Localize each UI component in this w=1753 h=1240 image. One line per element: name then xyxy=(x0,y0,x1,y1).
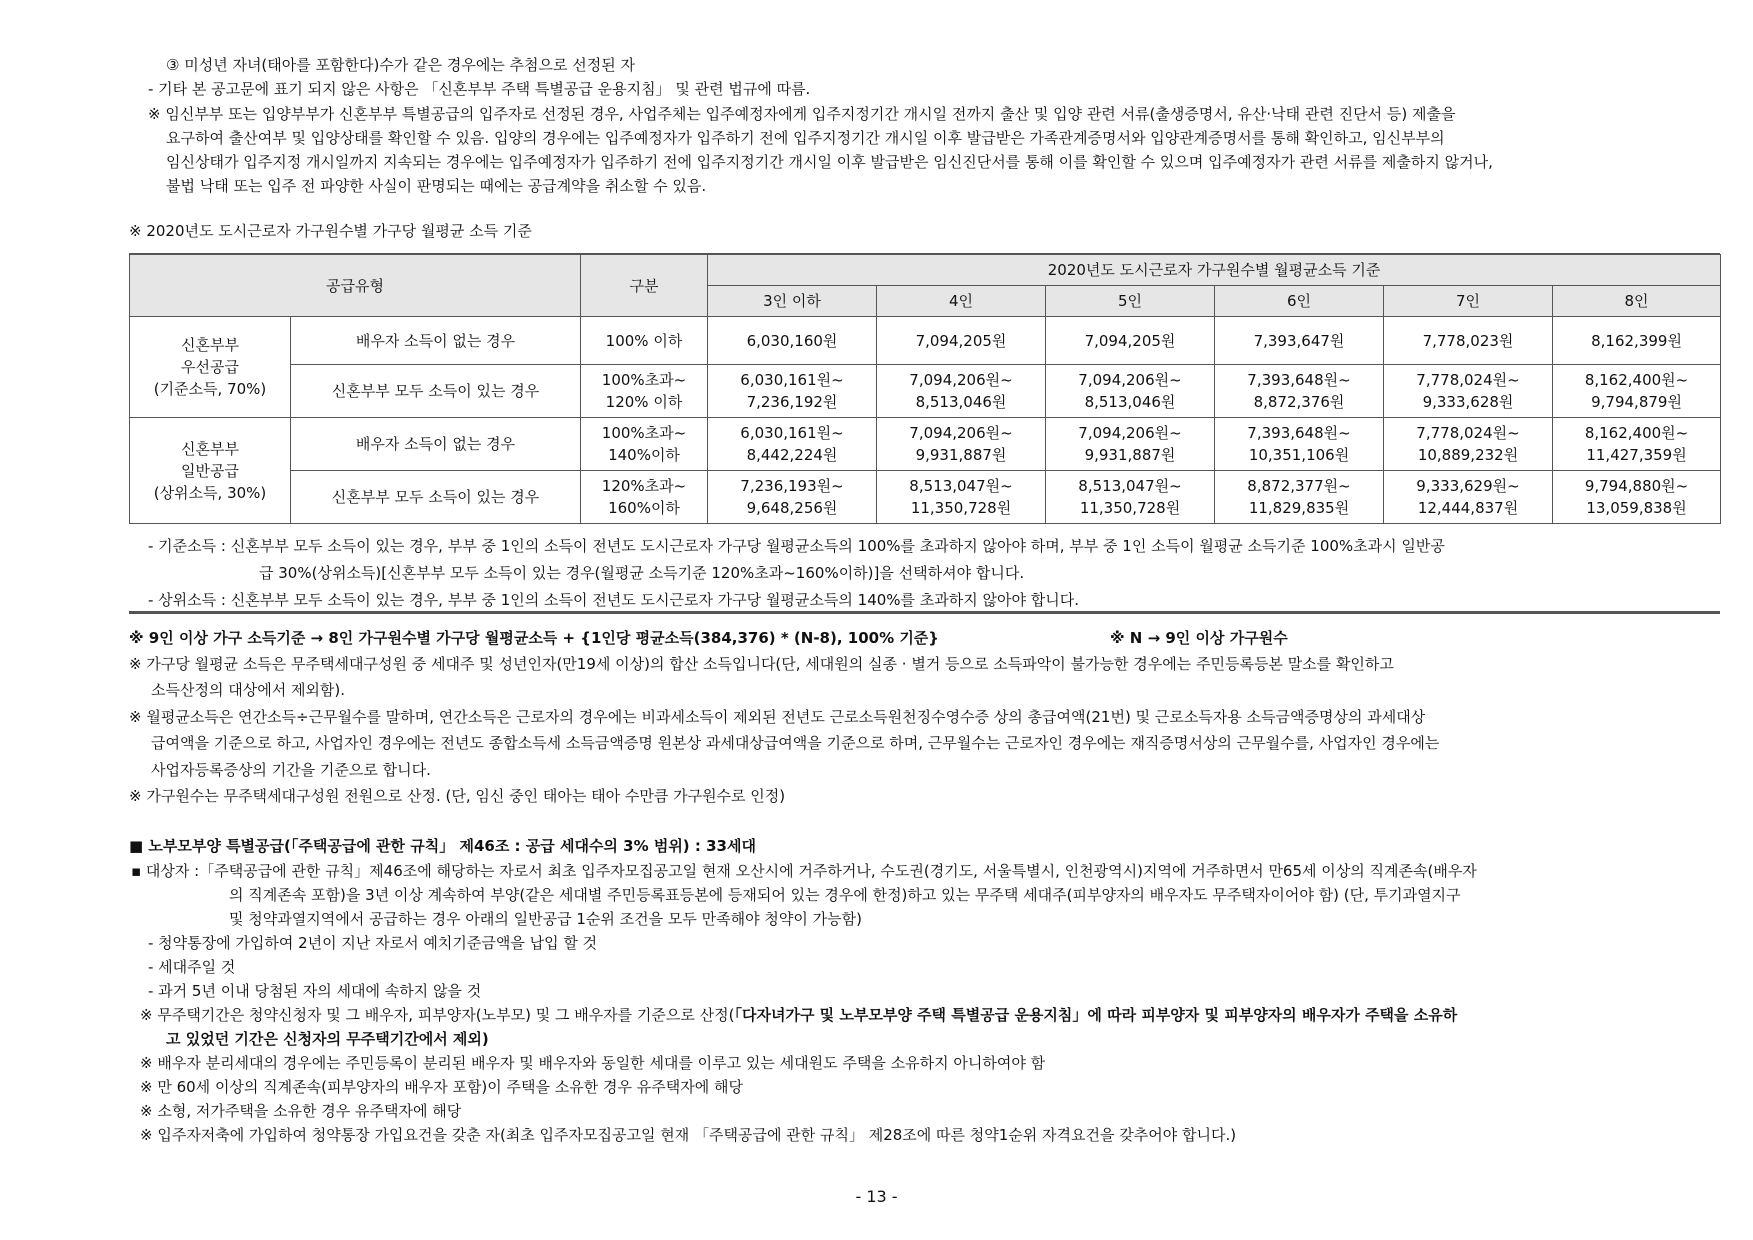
bullet-item: - 과거 5년 이내 당첨된 자의 세대에 속하지 않을 것 xyxy=(148,982,482,1000)
note-line: 임신상태가 입주지정 개시일까지 지속되는 경우에는 입주예정자가 입주하기 전에 입주지정기간 개시일 이후 발급받은 임신진단서를 통해 이를 확인할 수 있으며 입주예정자가 관련 서류를 제출하지 않거나, xyxy=(166,153,1493,171)
table-note: 급 30%(상위소득)[신혼부부 모두 소득이 있는 경우(월평균 소득기준 120%초과~160%이하)]을 선택하셔야 합니다. xyxy=(259,564,1025,582)
header-supply-type: 공급유형 xyxy=(130,255,581,317)
caution-line: ※ 입주자저축에 가입하여 청약통장 가입요건을 갖춘 자(최초 입주자모집공고일 현재 「주택공급에 관한 규칙」 제28조에 따른 청약1순위 자격요건을 갖추어야 합니다.) xyxy=(140,1126,1237,1144)
value-cell: 8,872,377원~ 11,829,835원 xyxy=(1215,471,1384,524)
rule-item-3: ③ 미성년 자녀(태아를 포함한다)수가 같은 경우에는 추첨으로 선정된 자 xyxy=(166,56,636,74)
target-line: ▪ 대상자 :「주택공급에 관한 규칙」제46조에 해당하는 자로서 최초 입주자모집공고일 현재 오산시에 거주하거나, 수도권(경기도, 서울특별시, 인천광역시)지역에 거주하면서 만65세 이상의 직계존속(배우자 xyxy=(131,862,1477,880)
value-cell: 7,393,648원~ 8,872,376원 xyxy=(1215,365,1384,418)
table-row xyxy=(130,317,1721,365)
table-note: - 기준소득 : 신혼부부 모두 소득이 있는 경우, 부부 중 1인의 소득이 전년도 도시근로자 가구당 월평균소득의 100%를 초과하지 않아야 하며, 부부 중 1인 소득이 월평균 소득기준 100%초과시 일반공 xyxy=(148,537,1445,555)
value-cell: 6,030,161원~ 7,236,192원 xyxy=(708,365,877,418)
value-cell: 9,794,880원~ 13,059,838원 xyxy=(1553,471,1721,524)
caution-line: 고 있었던 기간은 신청자의 무주택기간에서 제외) xyxy=(166,1030,489,1048)
header-col: 8인 xyxy=(1553,286,1721,317)
note-line: 요구하여 출산여부 및 입양상태를 확인할 수 있음. 입양의 경우에는 입주예정자가 입주하기 전에 입주지정기간 개시일 이후 발급받은 가족관계증명서와 입양관계증명서를 통해 확인하고, 임신부부의 xyxy=(166,129,1445,147)
condition-cell: 배우자 소득이 없는 경우 xyxy=(291,418,581,471)
value-cell: 7,094,206원~ 8,513,046원 xyxy=(1046,365,1215,418)
header-col: 5인 xyxy=(1046,286,1215,317)
note-line: ※ 임신부부 또는 입양부부가 신혼부부 특별공급의 입주자로 선정된 경우, 사업주체는 입주예정자에게 입주지정기간 개시일 전까지 출산 및 입양 관련 서류(출생증명서, 유산·낙태 관련 진단서 등) 제출을 xyxy=(148,105,1456,123)
remark: ※ 월평균소득은 연간소득÷근무월수를 말하며, 연간소득은 근로자의 경우에는 비과세소득이 제외된 전년도 근로소득원천징수영수증 상의 총급여액(21번) 및 근로소득자용 소득금액증명상의 과세대상 xyxy=(129,708,1426,726)
value-cell: 7,393,647원 xyxy=(1215,317,1384,365)
caution-line: ※ 소형, 저가주택을 소유한 경우 유주택자에 해당 xyxy=(140,1102,462,1120)
header-col: 4인 xyxy=(877,286,1046,317)
table-row xyxy=(130,471,1721,524)
target-line: 의 직계존속 포함)을 3년 이상 계속하여 부양(같은 세대별 주민등록표등본에 등재되어 있는 경우에 한정)하고 있는 무주택 세대주(피부양자의 배우자도 무주택자이어야 함) (단, 투기과열지구 xyxy=(229,886,1461,904)
value-cell: 8,513,047원~ 11,350,728원 xyxy=(877,471,1046,524)
note-line: - 기타 본 공고문에 표기 되지 않은 사항은 「신혼부부 주택 특별공급 운용지침」 및 관련 법규에 따름. xyxy=(148,80,811,98)
value-cell: 8,162,400원~ 11,427,359원 xyxy=(1553,418,1721,471)
section-title: ■ 노부모부양 특별공급(「주택공급에 관한 규칙」 제46조 : 공급 세대수의 3% 범위) : 33세대 xyxy=(129,837,756,855)
table-bottom-rule xyxy=(129,611,1720,614)
header-division: 구분 xyxy=(581,255,708,317)
remark: 소득산정의 대상에서 제외함). xyxy=(151,681,346,699)
division-cell: 100%초과~ 140%이하 xyxy=(581,418,708,471)
remark: ※ 가구당 월평균 소득은 무주택세대구성원 중 세대주 및 성년인자(만19세 이상)의 합산 소득입니다(단, 세대원의 실종 · 별거 등으로 소득파악이 불가능한 경우에는 주민등록등본 말소를 확인하고 xyxy=(129,655,1394,673)
remark: 사업자등록증상의 기간을 기준으로 합니다. xyxy=(151,761,431,779)
value-cell: 6,030,161원~ 8,442,224원 xyxy=(708,418,877,471)
target-line: 및 청약과열지역에서 공급하는 경우 아래의 일반공급 1순위 조건을 모두 만족해야 청약이 가능함) xyxy=(229,910,862,928)
remark: ※ 9인 이상 가구 소득기준 → 8인 가구원수별 가구당 월평균소득 + {1인당 평균소득(384,376) * (N-8), 100% 기준} xyxy=(129,629,939,647)
bullet-item: - 세대주일 것 xyxy=(148,958,236,976)
value-cell: 7,094,205원 xyxy=(877,317,1046,365)
value-cell: 6,030,160원 xyxy=(708,317,877,365)
value-cell: 7,094,206원~ 9,931,887원 xyxy=(877,418,1046,471)
condition-cell: 신혼부부 모두 소득이 있는 경우 xyxy=(291,365,581,418)
condition-cell: 신혼부부 모두 소득이 있는 경우 xyxy=(291,471,581,524)
income-table xyxy=(129,254,1721,524)
group-general-supply: 신혼부부 일반공급 (상위소득, 30%) xyxy=(130,418,291,524)
table-note: - 상위소득 : 신혼부부 모두 소득이 있는 경우, 부부 중 1인의 소득이 전년도 도시근로자 가구당 월평균소득의 140%를 초과하지 않아야 합니다. xyxy=(148,591,1079,609)
note-line: 불법 낙태 또는 입주 전 파양한 사실이 판명되는 때에는 공급계약을 취소할 수 있음. xyxy=(166,177,707,195)
value-cell: 7,778,024원~ 10,889,232원 xyxy=(1384,418,1553,471)
division-cell: 120%초과~ 160%이하 xyxy=(581,471,708,524)
value-cell: 8,162,400원~ 9,794,879원 xyxy=(1553,365,1721,418)
caution-line: ※ 무주택기간은 청약신청자 및 그 배우자, 피부양자(노부모) 및 그 배우자를 기준으로 산정(「다자녀가구 및 노부모부양 주택 특별공급 운용지침」에 따라 피부양자 및 피부양자의 배우자가 주택을 소유하 xyxy=(140,1006,1458,1024)
caution-line: ※ 만 60세 이상의 직계존속(피부양자의 배우자 포함)이 주택을 소유한 경우 유주택자에 해당 xyxy=(140,1078,743,1096)
table-row xyxy=(130,418,1721,471)
header-col: 7인 xyxy=(1384,286,1553,317)
value-cell: 7,094,206원~ 8,513,046원 xyxy=(877,365,1046,418)
page-number: - 13 - xyxy=(855,1187,898,1206)
value-cell: 7,094,206원~ 9,931,887원 xyxy=(1046,418,1215,471)
table-title: ※ 2020년도 도시근로자 가구원수별 가구당 월평균 소득 기준 xyxy=(129,222,532,240)
value-cell: 7,778,024원~ 9,333,628원 xyxy=(1384,365,1553,418)
value-cell: 7,094,205원 xyxy=(1046,317,1215,365)
value-cell: 8,162,399원 xyxy=(1553,317,1721,365)
bullet-item: - 청약통장에 가입하여 2년이 지난 자로서 예치기준금액을 납입 할 것 xyxy=(148,934,598,952)
remark: 급여액을 기준으로 하고, 사업자인 경우에는 전년도 종합소득세 소득금액증명 원본상 과세대상급여액을 기준으로 하며, 근무월수는 근로자인 경우에는 재직증명서상의 근무월수를, 사업자인 경우에는 xyxy=(151,734,1440,752)
group-priority-supply: 신혼부부 우선공급 (기준소득, 70%) xyxy=(130,317,291,418)
value-cell: 7,778,023원 xyxy=(1384,317,1553,365)
value-cell: 7,393,648원~ 10,351,106원 xyxy=(1215,418,1384,471)
value-cell: 7,236,193원~ 9,648,256원 xyxy=(708,471,877,524)
header-col: 6인 xyxy=(1215,286,1384,317)
caution-line: ※ 배우자 분리세대의 경우에는 주민등록이 분리된 배우자 및 배우자와 동일한 세대를 이루고 있는 세대원도 주택을 소유하지 아니하여야 함 xyxy=(140,1054,1046,1072)
division-cell: 100% 이하 xyxy=(581,317,708,365)
condition-cell: 배우자 소득이 없는 경우 xyxy=(291,317,581,365)
table-row xyxy=(130,365,1721,418)
remark: ※ N → 9인 이상 가구원수 xyxy=(1110,629,1288,647)
value-cell: 9,333,629원~ 12,444,837원 xyxy=(1384,471,1553,524)
division-cell: 100%초과~ 120% 이하 xyxy=(581,365,708,418)
value-cell: 8,513,047원~ 11,350,728원 xyxy=(1046,471,1215,524)
header-col: 3인 이하 xyxy=(708,286,877,317)
header-income-group: 2020년도 도시근로자 가구원수별 월평균소득 기준 xyxy=(708,255,1721,286)
remark: ※ 가구원수는 무주택세대구성원 전원으로 산정. (단, 임신 중인 태아는 태아 수만큼 가구원수로 인정) xyxy=(129,787,786,805)
